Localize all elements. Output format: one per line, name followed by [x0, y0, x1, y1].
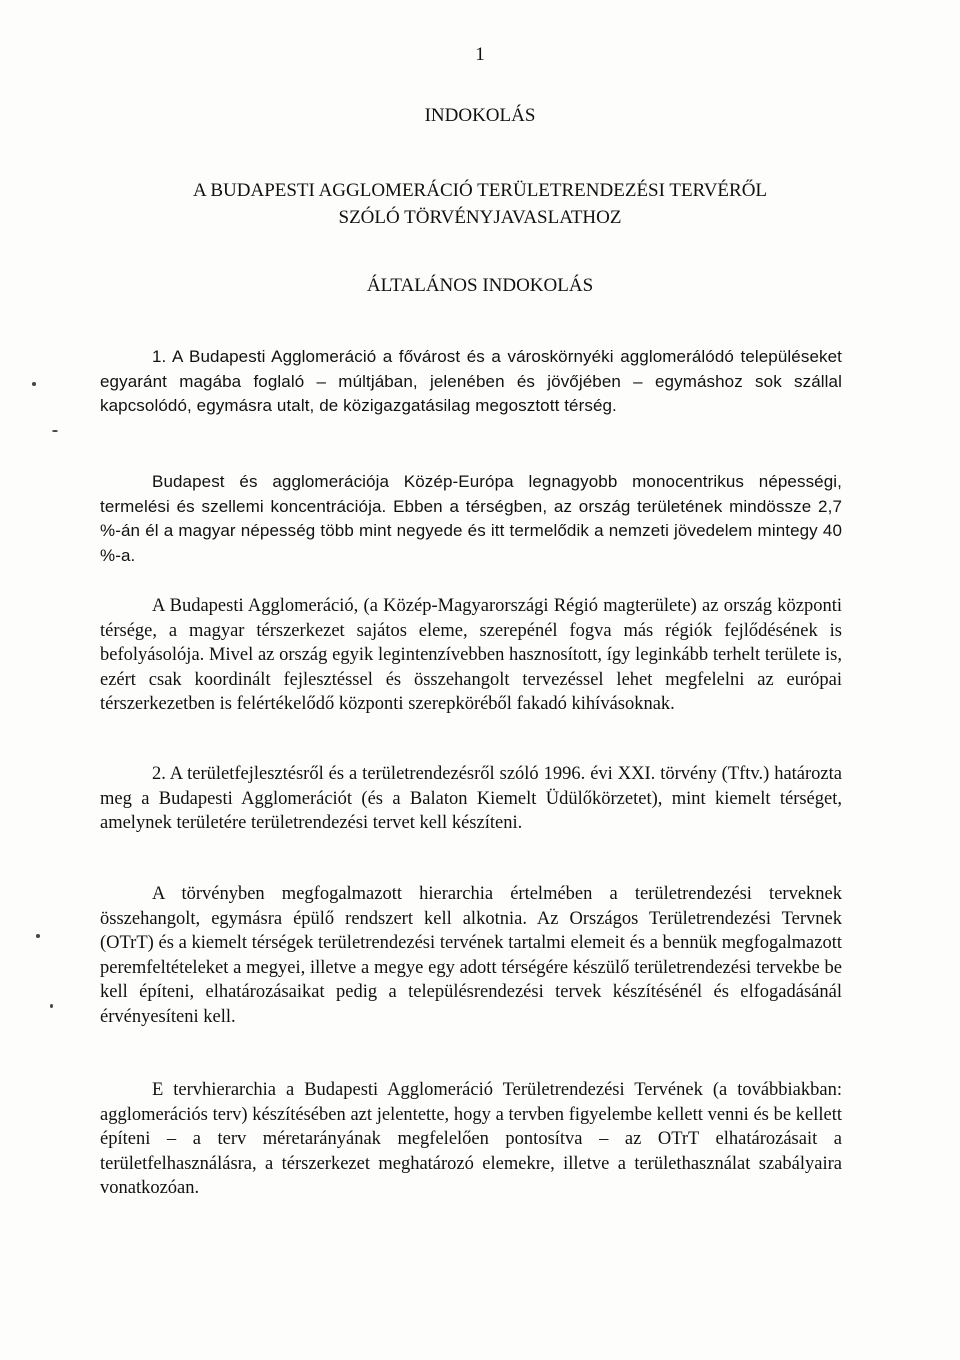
- subtitle-line-1: A BUDAPESTI AGGLOMERÁCIÓ TERÜLETRENDEZÉSI TERVÉRŐL: [192, 180, 768, 201]
- paragraph-6: E tervhierarchia a Budapesti Agglomeráció Területrendezési Tervének (a továbbiakban: agglomerációs terv) készítésében azt jelentette, hogy a tervben figyelembe kellett venni és be kellett építeni – a terv méretarányának megfelelően pontosítva – az OTrT elhatározásait a területfelhasználásra, a térszerkezet meghatározó elemekre, illetve a területhasználat szabályaira vonatkozóan.: [100, 1080, 842, 1199]
- scan-speck: [52, 430, 58, 432]
- scan-speck: [32, 382, 36, 386]
- paragraph-2: Budapest és agglomerációja Közép-Európa legnagyobb monocentrikus népességi, termelési és szellemi koncentrációja. Ebben a térségben, az ország területének mindössze 2,7 %-án él a magyar népesség több mint negyede és itt termelődik a nemzeti jövedelem mintegy 40 %-a.: [100, 472, 842, 565]
- paragraph-4: 2. A területfejlesztésről és a területrendezésről szóló 1996. évi XXI. törvény (Tftv.) határozta meg a Budapesti Agglomerációt (és a Balaton Kiemelt Üdülőkörzetet), mint kiemelt térséget, amelynek területére területrendezési tervet kell készíteni.: [100, 764, 842, 834]
- page-number: 1: [475, 44, 485, 65]
- scan-speck: [50, 1004, 53, 1008]
- paragraph-1: 1. A Budapesti Agglomeráció a fővárost és a városkörnyéki agglomerálódó településeket egyaránt magába foglaló – múltjában, jelenében és jövőjében – egymáshoz sok szállal kapcsolódó, egymásra utalt, de közigazgatásilag megosztott térség.: [100, 347, 842, 416]
- section-heading: ÁLTALÁNOS INDOKOLÁS: [366, 275, 594, 296]
- document-title: INDOKOLÁS: [424, 105, 536, 126]
- paragraph-3: A Budapesti Agglomeráció, (a Közép-Magyarországi Régió magterülete) az ország központi térsége, a magyar térszerkezet sajátos eleme, szerepénél fogva más régiók fejlődésének is befolyásolója. Mivel az ország egyik legintenzívebben hasznosított, így leginkább terhelt területe is, ezért csak koordinált fejlesztéssel és összehangolt tervezéssel lehet megfelelni az európai térszerkezetben is felértékelődő központi szerepköréből fakadó kihívásoknak.: [100, 596, 842, 715]
- scan-speck: [36, 934, 40, 938]
- paragraph-5: A törvényben megfogalmazott hierarchia értelmében a területrendezési terveknek összehangolt, egymásra épülő rendszert kell alkotnia. Az Országos Területrendezési Tervnek (OTrT) és a kiemelt térségek területrendezési tervének tartalmi elemeit és a bennük megfogalmazott peremfeltételeket a megyei, illetve a megye egy adott térségére készülő területrendezési tervekbe be kell építeni, elhatározásaikat pedig a településrendezési tervek készítésénél és elfogadásánál érvényesíteni kell.: [100, 884, 842, 1027]
- subtitle-line-2: SZÓLÓ TÖRVÉNYJAVASLATHOZ: [338, 207, 622, 228]
